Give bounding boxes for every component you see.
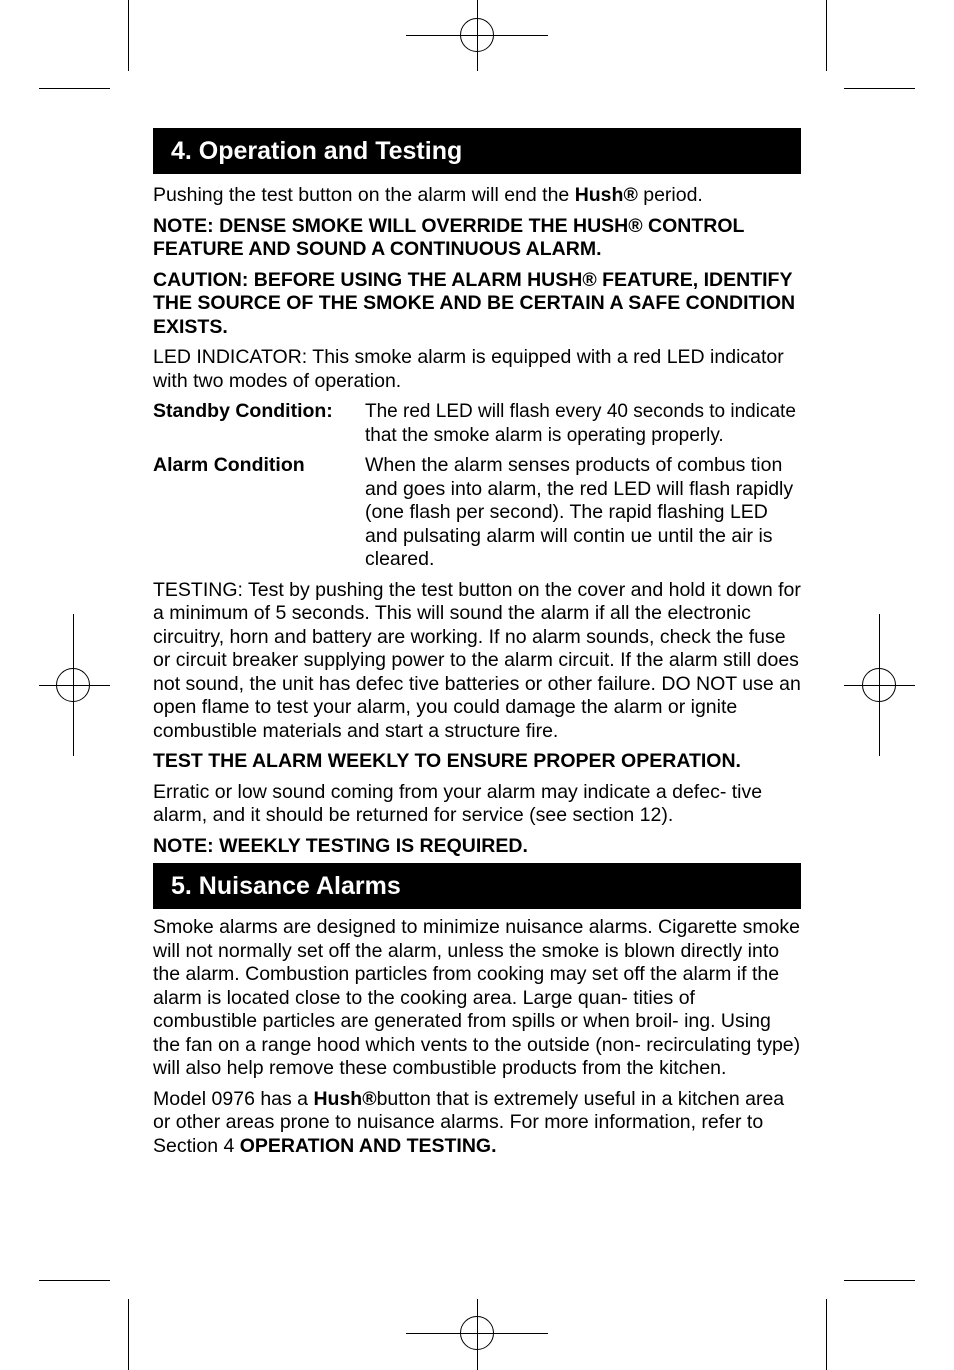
alarm-condition-row: [153, 454, 801, 572]
section-heading-operation-testing: 4. Operation and Testing: [153, 128, 801, 174]
note-weekly-testing: NOTE: WEEKLY TESTING IS REQUIRED.: [153, 834, 528, 857]
erratic-sound-paragraph: Erratic or low sound coming from your alarm may indicate a defec- tive alarm, and it should be returned for service (see section 12).: [153, 780, 763, 826]
crop-mark: [128, 1299, 129, 1370]
registration-mark: [862, 668, 896, 702]
model-start-text: Model 0976 has a: [153, 1087, 314, 1110]
standby-condition-label: Standby Condition:: [153, 400, 333, 422]
alarm-condition-label: Alarm Condition: [153, 454, 305, 476]
registration-mark: [460, 1316, 494, 1350]
note-dense-smoke: NOTE: DENSE SMOKE WILL OVERRIDE THE HUSH® CONTROL FEATURE AND SOUND A CONTINUOUS ALARM.: [153, 214, 745, 260]
section-reference: OPERATION AND TESTING.: [239, 1134, 497, 1157]
registration-mark: [56, 668, 90, 702]
alarm-condition-text: When the alarm senses products of combus tion and goes into alarm, the red LED will flash rapidly (one flash per second). The rapid flashing LED and pulsating alarm will contin ue until the air is cleared.: [365, 454, 794, 570]
crop-mark: [39, 88, 110, 89]
testing-paragraph: TESTING: Test by pushing the test button on the cover and hold it down for a minimum of 5 seconds. This will sound the alarm if all the electronic circuitry, horn and battery are working. If no alarm sounds, check the fuse or circuit breaker supplying power to the alarm circuit. If the alarm still does not sound, the unit has defec tive batteries or other failure. DO NOT use an open flame to test your alarm, you could damage the alarm or ignite combustible materials and start a structure fire.: [153, 578, 801, 742]
hush-word: Hush®: [574, 184, 638, 206]
caution-paragraph: CAUTION: BEFORE USING THE ALARM HUSH® FEATURE, IDENTIFY THE SOURCE OF THE SMOKE AND BE CERTAIN A SAFE CONDITION EXISTS.: [153, 268, 796, 338]
hush-intro-text: Pushing the test button on the alarm will end the: [153, 184, 575, 206]
crop-mark: [826, 0, 827, 71]
model-mid-text: button that is extremely useful in a kitchen area or other areas prone to nuisance alarms. For more information, refer to Section 4: [153, 1087, 785, 1157]
crop-mark: [844, 88, 915, 89]
test-weekly-heading: TEST THE ALARM WEEKLY TO ENSURE PROPER OPERATION.: [153, 750, 741, 772]
crop-mark: [128, 0, 129, 71]
model-hush-word: Hush®: [313, 1087, 377, 1110]
crop-mark: [826, 1299, 827, 1370]
registration-mark: [460, 18, 494, 52]
section-heading-nuisance-alarms: 5. Nuisance Alarms: [153, 863, 801, 909]
standby-condition-text: The red LED will flash every 40 seconds to indicate that the smoke alarm is operating properly.: [365, 401, 796, 446]
led-indicator-paragraph: LED INDICATOR: This smoke alarm is equipped with a red LED indicator with two modes of operation.: [153, 346, 784, 392]
hush-intro-paragraph: [153, 184, 801, 208]
crop-mark: [39, 1280, 110, 1281]
standby-condition-row: [153, 400, 801, 447]
page-content: [153, 128, 801, 1158]
hush-end-text: period.: [637, 184, 703, 206]
model-hush-paragraph: [153, 1088, 801, 1159]
nuisance-paragraph: Smoke alarms are designed to minimize nuisance alarms. Cigarette smoke will not normally set off the alarm, unless the smoke is blown directly into the alarm. Combustion particles from cooking may set off the alarm if the alarm is located close to the cooking area. Large quan- tities of combustible particles are generated from spills or when broil- ing. Using the fan on a range hood which vents to the outside (non- recirculating type) will also help remove these combustible products from the kitchen.: [153, 916, 801, 1079]
crop-mark: [844, 1280, 915, 1281]
